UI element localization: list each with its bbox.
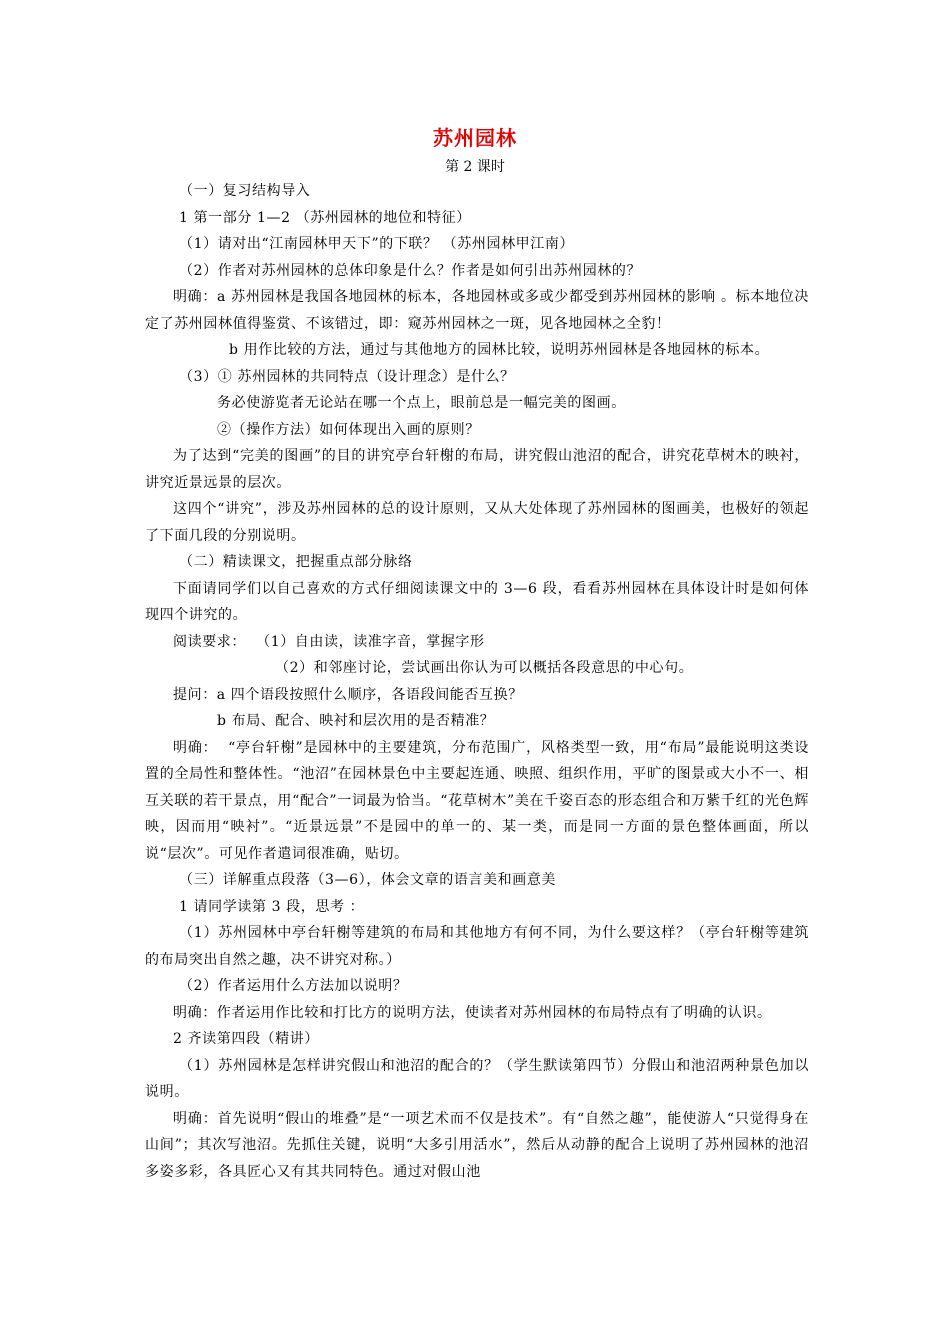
question: （1）请对出“江南园林甲天下”的下联？ （苏州园林甲江南）: [179, 236, 575, 252]
paragraph: 1 第一部分 1—2 （苏州园林的地位和特征）: [179, 209, 471, 226]
answer: b 用作比较的方法，通过与其他地方的园林比较，说明苏州园林是各地园林的标本。: [229, 342, 770, 358]
question: （3）① 苏州园林的共同特点（设计理念）是什么？: [179, 368, 515, 385]
paragraph: 这四个“讲究”，涉及苏州园林的总的设计原则，又从大处体现了苏州园林的图画美，也极好的领起了下面几段的分别说明。: [145, 501, 809, 544]
section-heading: （二）精读课文，把握重点部分脉络: [179, 554, 413, 570]
paragraph: 为了达到“完美的图画”的目的讲究亭台轩榭的布局，讲究假山池沼的配合，讲究花草树木的映衬，讲究近景远景的层次。: [145, 448, 809, 491]
answer: 明确： “亭台轩榭”是园林中的主要建筑，分布范围广，风格类型一致，用“布局”最能说明这类设置的全局性和整体性。“池沼”在园林景色中主要起连通、映照、组织作用，平旷的图景或大小不一、相互关联的若干景点，用“配合”一词最为恰当。“花草树木”美在千姿百态的形态组合和万紫千红的光色辉映，因而用“映衬”。“近景远景”不是园中的单一的、某一类，而是同一方面的景色整体画面，所以说“层次”。可见作者遣词很准确，贴切。: [145, 739, 809, 862]
question: 提问：a 四个语段按照什么顺序，各语段间能否互换？: [173, 686, 523, 703]
paragraph: 阅读要求： （1）自由读，读准字音，掌握字形: [173, 633, 485, 650]
document-body: [145, 178, 809, 1185]
paragraph: 2 齐读第四段（精讲）: [173, 1031, 319, 1047]
lesson-subtitle: 第 2 课时: [445, 159, 505, 175]
question: （1）苏州园林是怎样讲究假山和池沼的配合的？（学生默读第四节）分假山和池沼两种景色加以说明。: [145, 1057, 809, 1100]
paragraph: （2）和邻座讨论，尝试画出你认为可以概括各段意思的中心句。: [275, 660, 694, 676]
page-title: 苏州园林: [433, 126, 517, 150]
section-heading: （三）详解重点段落（3—6），体会文章的语言美和画意美: [179, 872, 557, 888]
paragraph: 1 请同学读第 3 段，思考 ：: [179, 898, 365, 915]
paragraph: 务必使游览者无论站在哪一个点上，眼前总是一幅完美的图画。: [217, 395, 626, 411]
question: （1）苏州园林中亭台轩榭等建筑的布局和其他地方有何不同，为什么要这样？（亭台轩榭等建筑的布局突出自然之趣，决不讲究对称。）: [145, 925, 809, 968]
answer: 明确：a 苏州园林是我国各地园林的标本，各地园林或多或少都受到苏州园林的影响 。标本地位决定了苏州园林值得鉴赏、不该错过，即：窥苏州园林之一斑，见各地园林之全豹！: [145, 289, 809, 332]
paragraph: 下面请同学们以自己喜欢的方式仔细阅读课文中的 3—6 段，看看苏州园林在具体设计时是如何体现四个讲究的。: [145, 580, 809, 623]
section-heading: （一）复习结构导入: [179, 183, 311, 199]
answer: 明确：作者运用作比较和打比方的说明方法，使读者对苏州园林的布局特点有了明确的认识。: [173, 1004, 772, 1021]
question: b 布局、配合、映衬和层次用的是否精准？: [217, 713, 495, 729]
question: （2）作者运用什么方法加以说明？: [179, 978, 408, 994]
question: ②（操作方法）如何体现出入画的原则？: [217, 421, 480, 438]
question: （2）作者对苏州园林的总体印象是什么？作者是如何引出苏州园林的？: [179, 262, 642, 279]
answer: 明确：首先说明“假山的堆叠”是“一项艺术而不仅是技术”。有“自然之趣”，能使游人“只觉得身在山间”；其次写池沼。先抓住关键，说明“大多引用活水”，然后从动静的配合上说明了苏州园林的池沼多姿多彩，各具匠心又有其共同特色。通过对假山池: [145, 1110, 809, 1180]
